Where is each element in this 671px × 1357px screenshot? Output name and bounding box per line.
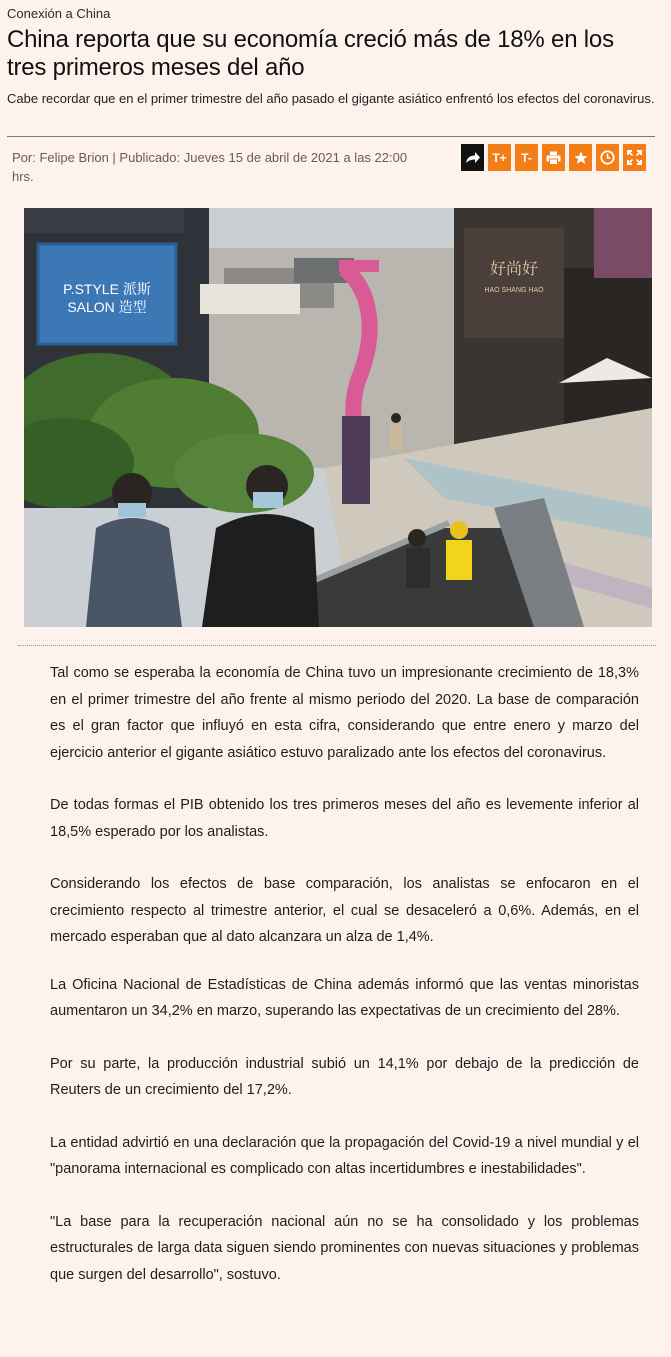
article-headline: China reporta que su economía creció más de 18% en los tres primeros meses del año xyxy=(7,26,614,81)
print-button[interactable] xyxy=(542,144,565,171)
expand-icon xyxy=(627,150,642,165)
text-increase-button[interactable]: T+ xyxy=(488,144,511,171)
article-toolbar xyxy=(461,144,646,171)
salon-sign-line2: SALON 造型 xyxy=(67,299,147,315)
body-paragraph-2: De todas formas el PIB obtenido los tres primeros meses del año es levemente inferior al 18,5% esperado por los analistas. xyxy=(50,797,639,840)
body-paragraph-1: Tal como se esperaba la economía de China tuvo un impresionante crecimiento de 18,3% en el primer trimestre del año frente al mismo periodo del 2020. La base de comparación es el gran factor que influyó en esta cifra, considerando que entre enero y marzo del ejercicio anterior el gigante asiático estuvo paralizado ante los efectos del coronavirus. xyxy=(50,665,639,761)
salon-sign-line1: P.STYLE 派斯 xyxy=(63,281,151,297)
article-summary: Cabe recordar que en el primer trimestre del año pasado el gigante asiático enfrentó los efectos del coronavirus. xyxy=(7,91,655,106)
section-label[interactable]: Conexión a China xyxy=(7,6,111,21)
favorite-button[interactable] xyxy=(569,144,592,171)
body-paragraph-6: La entidad advirtió en una declaración que la propagación del Covid-19 a nivel mundial y el "panorama internacional es complicado con altas incertidumbres e inestabilidades". xyxy=(50,1134,639,1177)
store-sign: HAO SHANG HAO xyxy=(484,287,544,294)
body-paragraph-3: Considerando los efectos de base comparación, los analistas se enfocaron en el crecimiento respecto al trimestre anterior, el cual se desaceleró a 0,6%. Además, en el mercado esperaban que al dato alcanzara un alza de 1,4%. xyxy=(50,876,639,945)
article-photo xyxy=(24,208,652,627)
star-icon xyxy=(574,151,588,165)
clock-icon xyxy=(600,150,615,165)
body-paragraph-4: La Oficina Nacional de Estadísticas de China además informó que las ventas minoristas aumentaron un 34,2% en marzo, superando las expectativas de un crecimiento del 28%. xyxy=(50,976,639,1019)
article-byline: Por: Felipe Brion | Publicado: Jueves 15 de abril de 2021 a las 22:00 hrs. xyxy=(12,150,408,184)
printer-icon xyxy=(546,151,561,165)
store-sign-cn: 好尚好 xyxy=(489,261,539,278)
history-button[interactable] xyxy=(596,144,619,171)
text-decrease-button[interactable]: T- xyxy=(515,144,538,171)
header-divider xyxy=(7,136,655,137)
share-button[interactable] xyxy=(461,144,484,171)
photo-divider xyxy=(18,645,656,646)
body-paragraph-7: "La base para la recuperación nacional aún no se ha consolidado y los problemas estructurales de larga data siguen siendo prominentes con nuevas situaciones y problemas que surgen del desarrollo", sostuvo. xyxy=(50,1213,639,1283)
share-arrow-icon xyxy=(465,151,481,165)
body-paragraph-5: Por su parte, la producción industrial subió un 14,1% por debajo de la predicción de Reuters de un crecimiento del 17,2%. xyxy=(50,1055,639,1098)
fullscreen-button[interactable] xyxy=(623,144,646,171)
article-body xyxy=(50,660,639,1288)
